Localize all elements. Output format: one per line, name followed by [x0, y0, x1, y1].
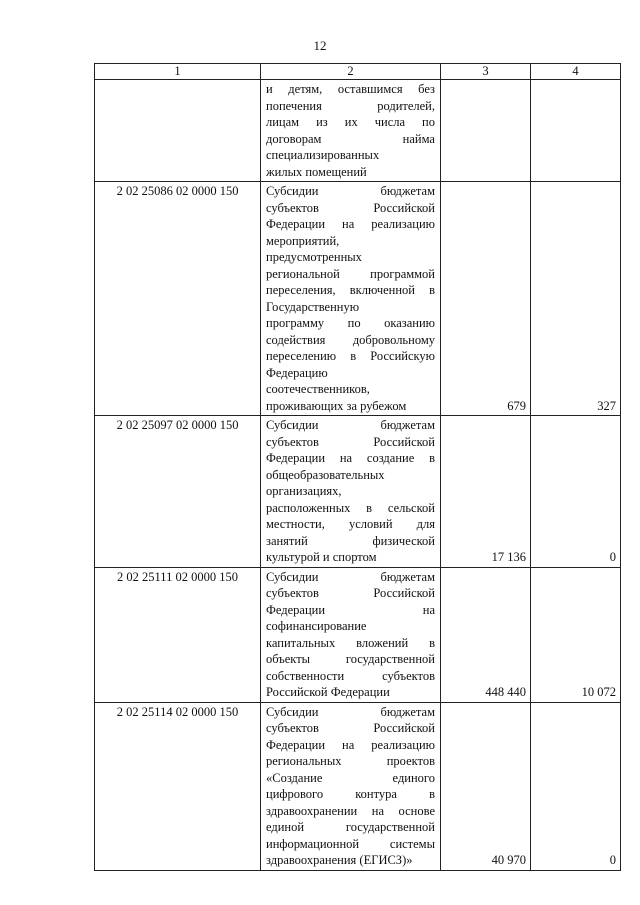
budget-code-cell [95, 80, 261, 182]
description-line: программу по оказанию [266, 316, 435, 330]
description-line: организациях, [266, 484, 342, 498]
description-line: Субсидии бюджетам [266, 704, 435, 719]
amount-col4-cell: 327 [531, 182, 621, 416]
amount-col4-cell [531, 80, 621, 182]
page-number: 12 [313, 38, 327, 53]
description-line: культурой и спортом [266, 550, 377, 564]
description-line: региональных проектов [266, 754, 435, 768]
amount-col4-cell: 0 [531, 702, 621, 870]
description-line: переселению в Российскую [266, 349, 435, 363]
table-row [95, 80, 621, 182]
budget-table [94, 63, 621, 871]
budget-code-cell: 2 02 25114 02 0000 150 [95, 702, 261, 870]
description-line: Субсидии бюджетам [266, 418, 435, 432]
description-line: информационной системы [266, 836, 435, 851]
description-cell [261, 80, 441, 182]
description-cell [261, 416, 441, 568]
description-line: специализированных [266, 148, 380, 162]
amount-col3-cell: 679 [441, 182, 531, 416]
description-cell [261, 182, 441, 416]
description-line: мероприятий, [266, 233, 340, 248]
description-line: субъектов Российской [266, 434, 435, 449]
description-line: собственности субъектов [266, 668, 435, 683]
description-line: Российской Федерации [266, 685, 390, 699]
table-row [95, 702, 621, 870]
column-header-2: 2 [261, 64, 441, 80]
amount-col4-cell: 10 072 [531, 567, 621, 702]
description-line: Государственную [266, 299, 360, 314]
description-line: Федерацию [266, 365, 328, 380]
table-row [95, 182, 621, 416]
description-line: занятий физической [266, 533, 435, 548]
column-header-1: 1 [95, 64, 261, 80]
description-line: лицам из их числа по [266, 115, 435, 129]
description-line: жилых помещений [266, 164, 367, 179]
amount-col3-cell: 448 440 [441, 567, 531, 702]
description-line: здравоохранения (ЕГИСЗ)» [266, 853, 413, 867]
description-line: местности, условий для [266, 517, 435, 531]
description-line: здравоохранении на основе [266, 803, 435, 818]
description-cell [261, 567, 441, 702]
description-line: субъектов Российской [266, 586, 435, 600]
description-line: и детям, оставшимся без [266, 82, 435, 96]
description-line: региональной программой [266, 266, 435, 281]
table-header-row [95, 64, 621, 80]
description-line: попечения родителей, [266, 98, 435, 113]
amount-col3-cell [441, 80, 531, 182]
description-line: Федерации на [266, 602, 435, 617]
description-line: содействия добровольному [266, 332, 435, 347]
description-line: Федерации на реализацию [266, 217, 435, 231]
description-line: цифрового контура в [266, 787, 435, 801]
description-line: Федерации на реализацию [266, 737, 435, 752]
description-line: проживающих за рубежом [266, 398, 407, 413]
description-line: софинансирование [266, 619, 367, 633]
description-line: общеобразовательных [266, 467, 385, 482]
column-header-4: 4 [531, 64, 621, 80]
amount-col4-cell: 0 [531, 416, 621, 568]
description-line: объекты государственной [266, 652, 435, 666]
table-row [95, 416, 621, 568]
amount-col3-cell: 40 970 [441, 702, 531, 870]
description-line: Субсидии бюджетам [266, 569, 435, 584]
description-line: субъектов Российской [266, 200, 435, 215]
description-line: единой государственной [266, 820, 435, 834]
description-line: «Создание единого [266, 770, 435, 785]
column-header-3: 3 [441, 64, 531, 80]
budget-code-cell: 2 02 25097 02 0000 150 [95, 416, 261, 568]
table-row [95, 567, 621, 702]
description-line: Субсидии бюджетам [266, 184, 435, 198]
budget-code-cell: 2 02 25086 02 0000 150 [95, 182, 261, 416]
description-line: Федерации на создание в [266, 451, 435, 465]
description-line: соотечественников, [266, 382, 370, 396]
description-line: переселения, включенной в [266, 283, 435, 297]
description-line: расположенных в сельской [266, 500, 435, 515]
description-line: капитальных вложений в [266, 635, 435, 650]
amount-col3-cell: 17 136 [441, 416, 531, 568]
description-line: договорам найма [266, 131, 435, 146]
budget-code-cell: 2 02 25111 02 0000 150 [95, 567, 261, 702]
description-line: предусмотренных [266, 250, 362, 264]
description-line: субъектов Российской [266, 721, 435, 735]
description-cell [261, 702, 441, 870]
